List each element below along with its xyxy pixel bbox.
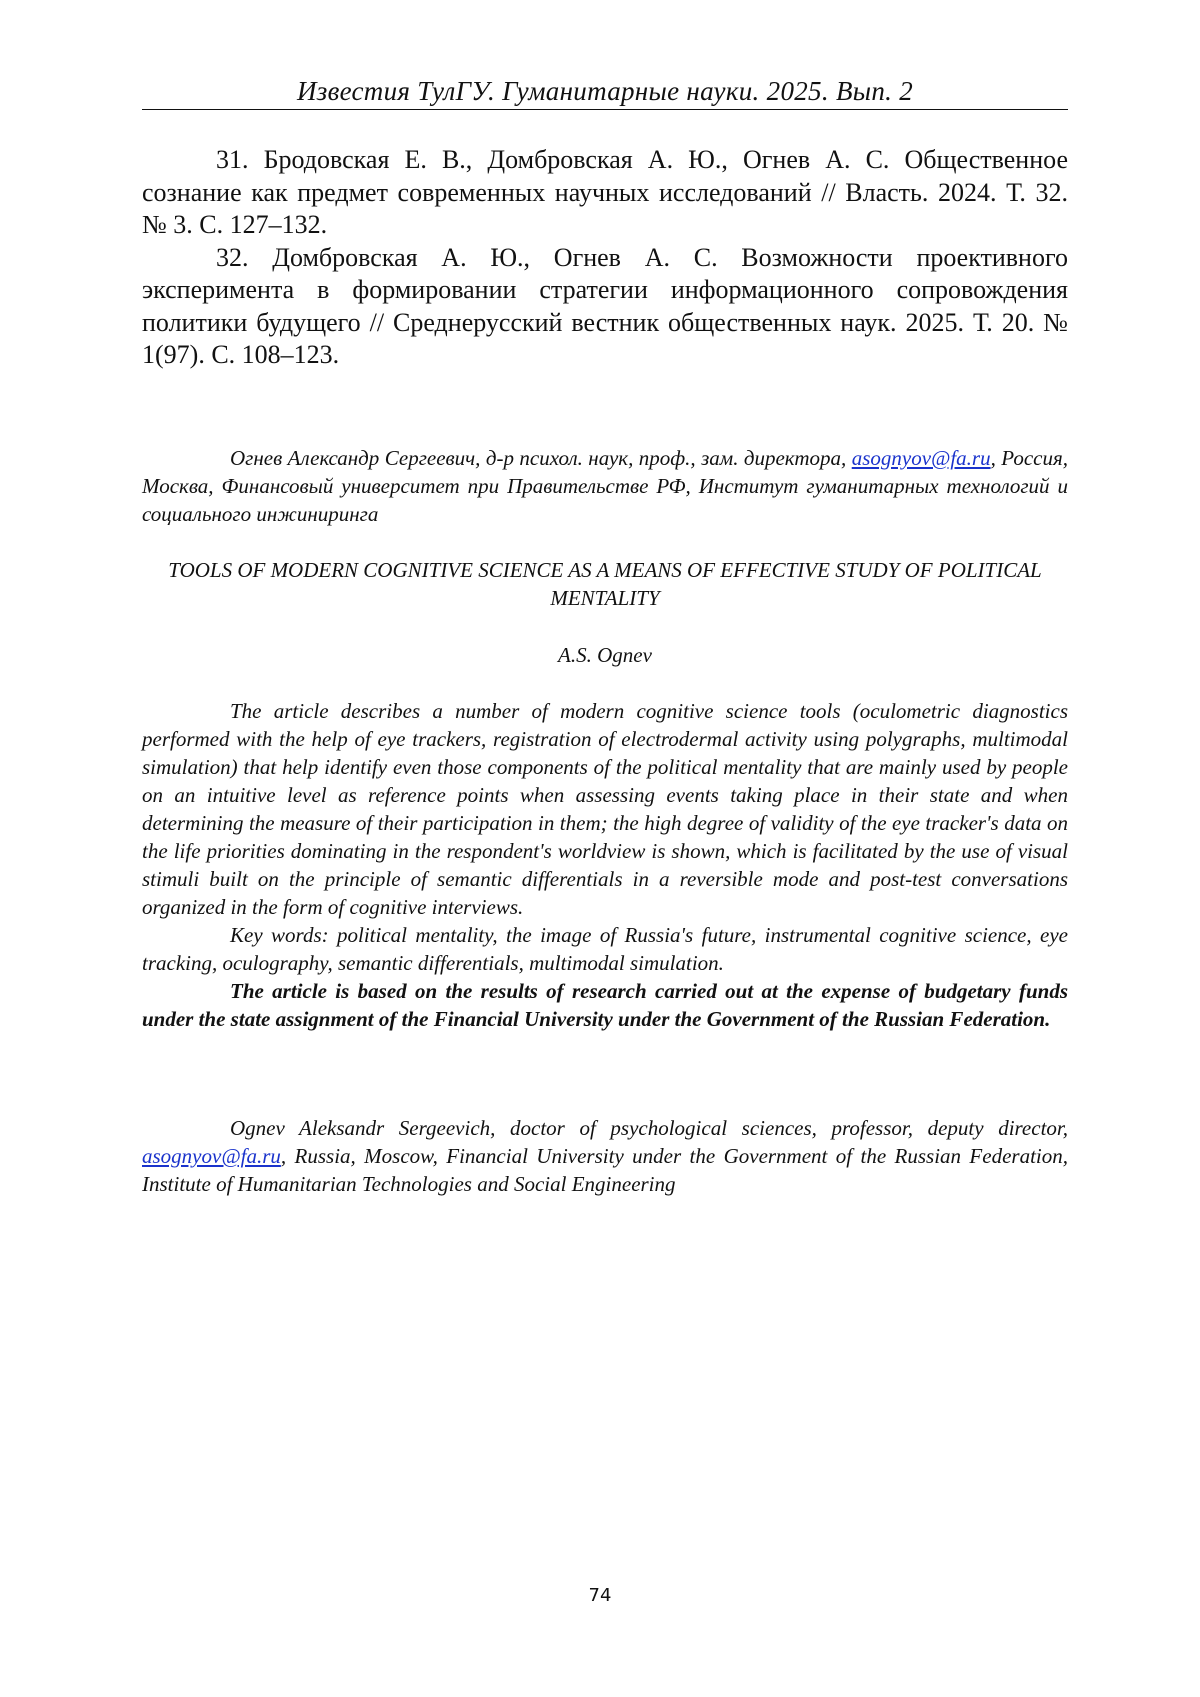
abstract: The article describes a number of modern cognitive science tools (oculometric diagnostics performed with the help of eye trackers, registration of electrodermal activity using polygraphs, multimodal simulation) that help identify even those components of the political mentality that are mainly used by people on an intuitive level as reference points when assessing events taking place in their state and when determining the measure of their participation in them; the high degree of validity of the eye tracker's data on the life priorities dominating in the respondent's worldview is shown, which is facilitated by the use of visual stimuli built on the principle of semantic differentials in a reversible mode and post-test conversations organized in the form of cognitive interviews.: [142, 697, 1068, 921]
author-info-ru: [142, 444, 1068, 528]
author-en-text: Ognev Aleksandr Sergeevich, doctor of psychological sciences, professor, deputy director,: [230, 1116, 1068, 1140]
reference-item: 31. Бродовская Е. В., Домбровская А. Ю., Огнев А. С. Общественное сознание как предмет современных научных исследований // Власть. 2024. Т. 32. № 3. С. 127–132.: [142, 144, 1068, 242]
running-head: Известия ТулГУ. Гуманитарные науки. 2025. Вып. 2: [142, 74, 1068, 108]
page-number: 74: [0, 1584, 1200, 1608]
abstract-block: [142, 697, 1068, 1033]
author-ru-email-link[interactable]: asognyov@fa.ru: [852, 446, 991, 470]
author-ru-text: Огнев Александр Сергеевич, д-р психол. наук, проф., зам. директора,: [230, 446, 846, 470]
author-en-email-link[interactable]: asognyov@fa.ru: [142, 1144, 281, 1168]
reference-list: [142, 144, 1068, 372]
author-ru-affiliation: , Россия, Москва, Финансовый университет при Правительстве РФ, Институт гуманитарных технологий и социального инжиниринга: [142, 446, 1068, 526]
english-title: TOOLS OF MODERN COGNITIVE SCIENCE AS A MEANS OF EFFECTIVE STUDY OF POLITICAL MENTALITY: [142, 556, 1068, 612]
reference-item: 32. Домбровская А. Ю., Огнев А. С. Возможности проективного эксперимента в формировании стратегии информационного сопровождения политики будущего // Среднерусский вестник общественных наук. 2025. Т. 20. № 1(97). С. 108–123.: [142, 242, 1068, 372]
english-author: A.S. Ognev: [142, 641, 1068, 669]
header-rule: [142, 109, 1068, 110]
funding-note: The article is based on the results of research carried out at the expense of budgetary funds under the state assignment of the Financial University under the Government of the Russian Federation.: [142, 977, 1068, 1033]
author-en-affiliation: , Russia, Moscow, Financial University under the Government of the Russian Federation, Institute of Humanitarian Technologies and Social Engineering: [142, 1144, 1068, 1196]
keywords: Key words: political mentality, the image of Russia's future, instrumental cognitive science, eye tracking, oculography, semantic differentials, multimodal simulation.: [142, 921, 1068, 977]
author-info-en: [142, 1114, 1068, 1198]
